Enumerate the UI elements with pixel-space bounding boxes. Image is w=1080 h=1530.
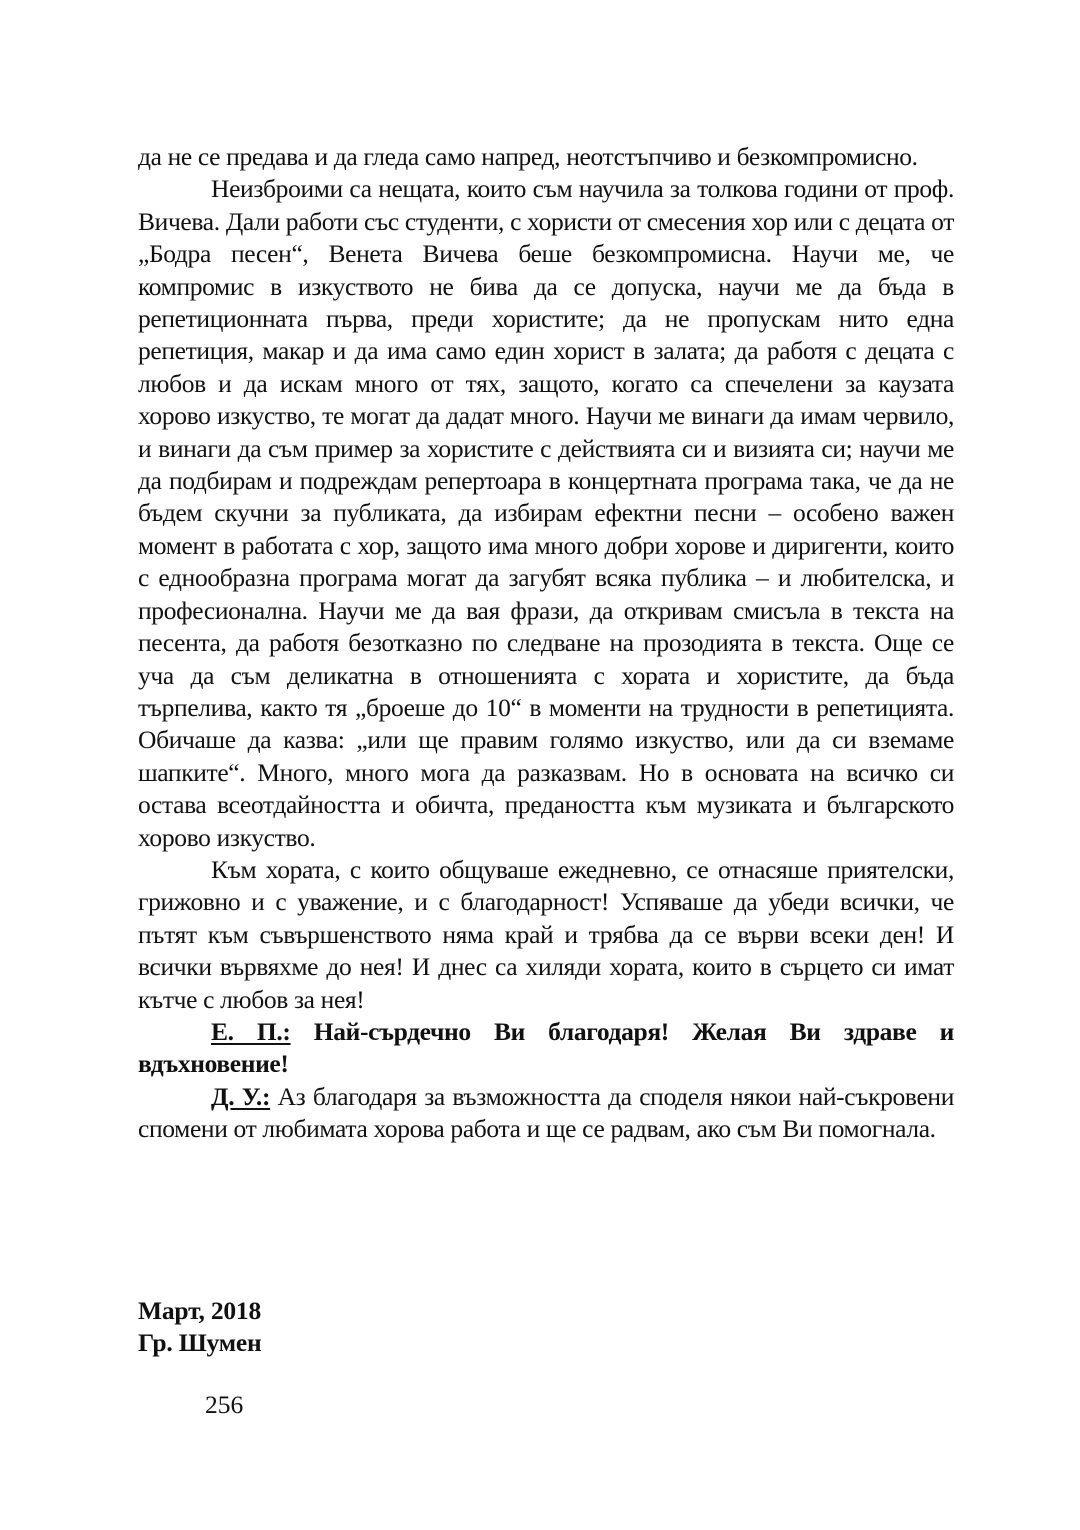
interviewee-closing-text: Аз благодаря за възможността да споделя някои най-съкровени спомени от любимата хорова работа и ще се радвам, ако съм Ви помогнала.: [138, 1081, 955, 1144]
paragraph-continuation: да не се предава и да гледа само напред, неотстъпчиво и безкомпромисно.: [138, 142, 918, 171]
paragraph-relations: Към хората, с които общуваше ежедневно, се отнасяше приятелски, грижовно и с уважение, и с благодарност! Успяваше да убеди всички, че пътят към съвършенството няма край и трябва да се върви всеки ден! И всички вървяхме до нея! И днес са хиляди хората, които в сърцето си имат кътче с любов за нея!: [138, 854, 954, 1014]
signature-date: Март, 2018: [138, 1296, 262, 1325]
speaker-label-interviewee: Д. У.:: [211, 1081, 271, 1111]
signature-place: Гр. Шумен: [138, 1328, 262, 1358]
speaker-label-interviewer: Е. П.:: [211, 1016, 291, 1046]
page-number: 256: [205, 1390, 244, 1419]
paragraph-memories: Неизброими са нещата, които съм научила за толкова години от проф. Вичева. Дали работи със студенти, с хористи от смесения хор или с децата от „Бодра песен“, Венета Вичева беше безкомпромисна. Научи ме, че компромис в изкуството не бива да се допуска, научи ме да бъда в репетиционната първа, преди хористите; да не пропускам нито една репетиция, макар и да има само един хорист в залата; да работя с децата с любов и да искам много от тях, защото, когато са спечелени за каузата хорово изкуство, те могат да дадат много. Научи ме винаги да имам червило, и винаги да съм пример за хористите с действията си и визията си; научи ме да подбирам и подреждам репертоара в концертната програма така, че да не бъдем скучни за публиката, да избирам ефектни песни – особено важен момент в работата с хор, защото има много добри хорове и диригенти, които с еднообразна програма могат да загубят всяка публика – и любителска, и професионална. Научи ме да вая фрази, да откривам смисъла в текста на песента, да работя безотказно по следване на прозодията в текста. Още се уча да съм деликатна в отношенията с хората и хористите, да бъда търпелива, както тя „броеше до 10“ в моменти на трудности в репетицията. Обичаше да казва: „или ще правим голямо изкуство, или да си вземаме шапките“. Много, много мога да разказвам. Но в основата на всичко си остава всеотдайността и обичта, предаността към музиката и българското хорово изкуство.: [138, 174, 954, 852]
interviewer-closing-text: Най-сърдечно Ви благодаря! Желая Ви здраве и вдъхновение!: [138, 1016, 954, 1079]
body-text: [138, 141, 954, 1146]
interviewer-closing: [138, 1016, 954, 1081]
signature-block: [138, 1295, 262, 1360]
interviewee-closing: [138, 1081, 954, 1146]
